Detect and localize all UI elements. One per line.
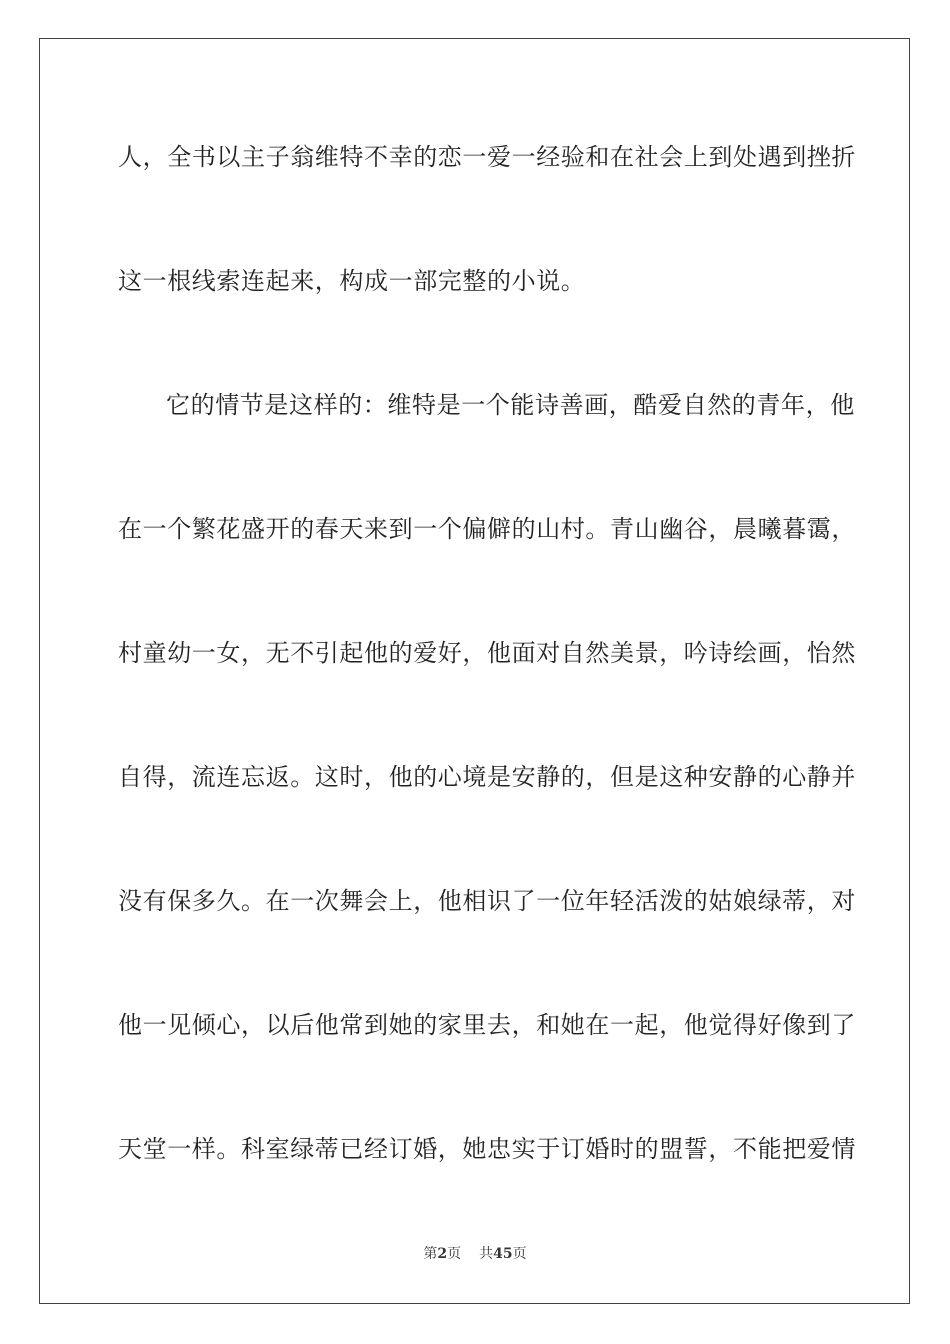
text-line: 自得，流连忘返。这时，他的心境是安静的，但是这种安静的心静并 xyxy=(118,763,856,791)
text-line: 人，全书以主子翁维特不幸的恋一爱一经验和在社会上到处遇到挫折 xyxy=(118,143,856,171)
page-number: 2 xyxy=(437,1246,448,1262)
page-prefix: 第 xyxy=(423,1246,438,1262)
total-suffix: 页 xyxy=(512,1246,527,1262)
page-footer xyxy=(0,1243,950,1263)
total-pages: 45 xyxy=(493,1246,513,1262)
text-line: 他一见倾心，以后他常到她的家里去，和她在一起，他觉得好像到了 xyxy=(118,1011,856,1039)
text-line: 天堂一样。科室绿蒂已经订婚，她忠实于订婚时的盟誓，不能把爱情 xyxy=(118,1135,856,1163)
text-line: 在一个繁花盛开的春天来到一个偏僻的山村。青山幽谷，晨曦暮霭， xyxy=(118,515,856,543)
text-line: 这一根线索连起来，构成一部完整的小说。 xyxy=(118,267,586,295)
body-text xyxy=(118,126,856,1242)
text-line: 它的情节是这样的：维特是一个能诗善画，酷爱自然的青年，他 xyxy=(166,391,855,419)
text-line: 没有保多久。在一次舞会上，他相识了一位年轻活泼的姑娘绿蒂，对 xyxy=(118,887,856,915)
page-suffix: 页 xyxy=(447,1246,462,1262)
total-prefix: 共 xyxy=(479,1246,494,1262)
text-line: 村童幼一女，无不引起他的爱好，他面对自然美景，吟诗绘画，怡然 xyxy=(118,639,856,667)
